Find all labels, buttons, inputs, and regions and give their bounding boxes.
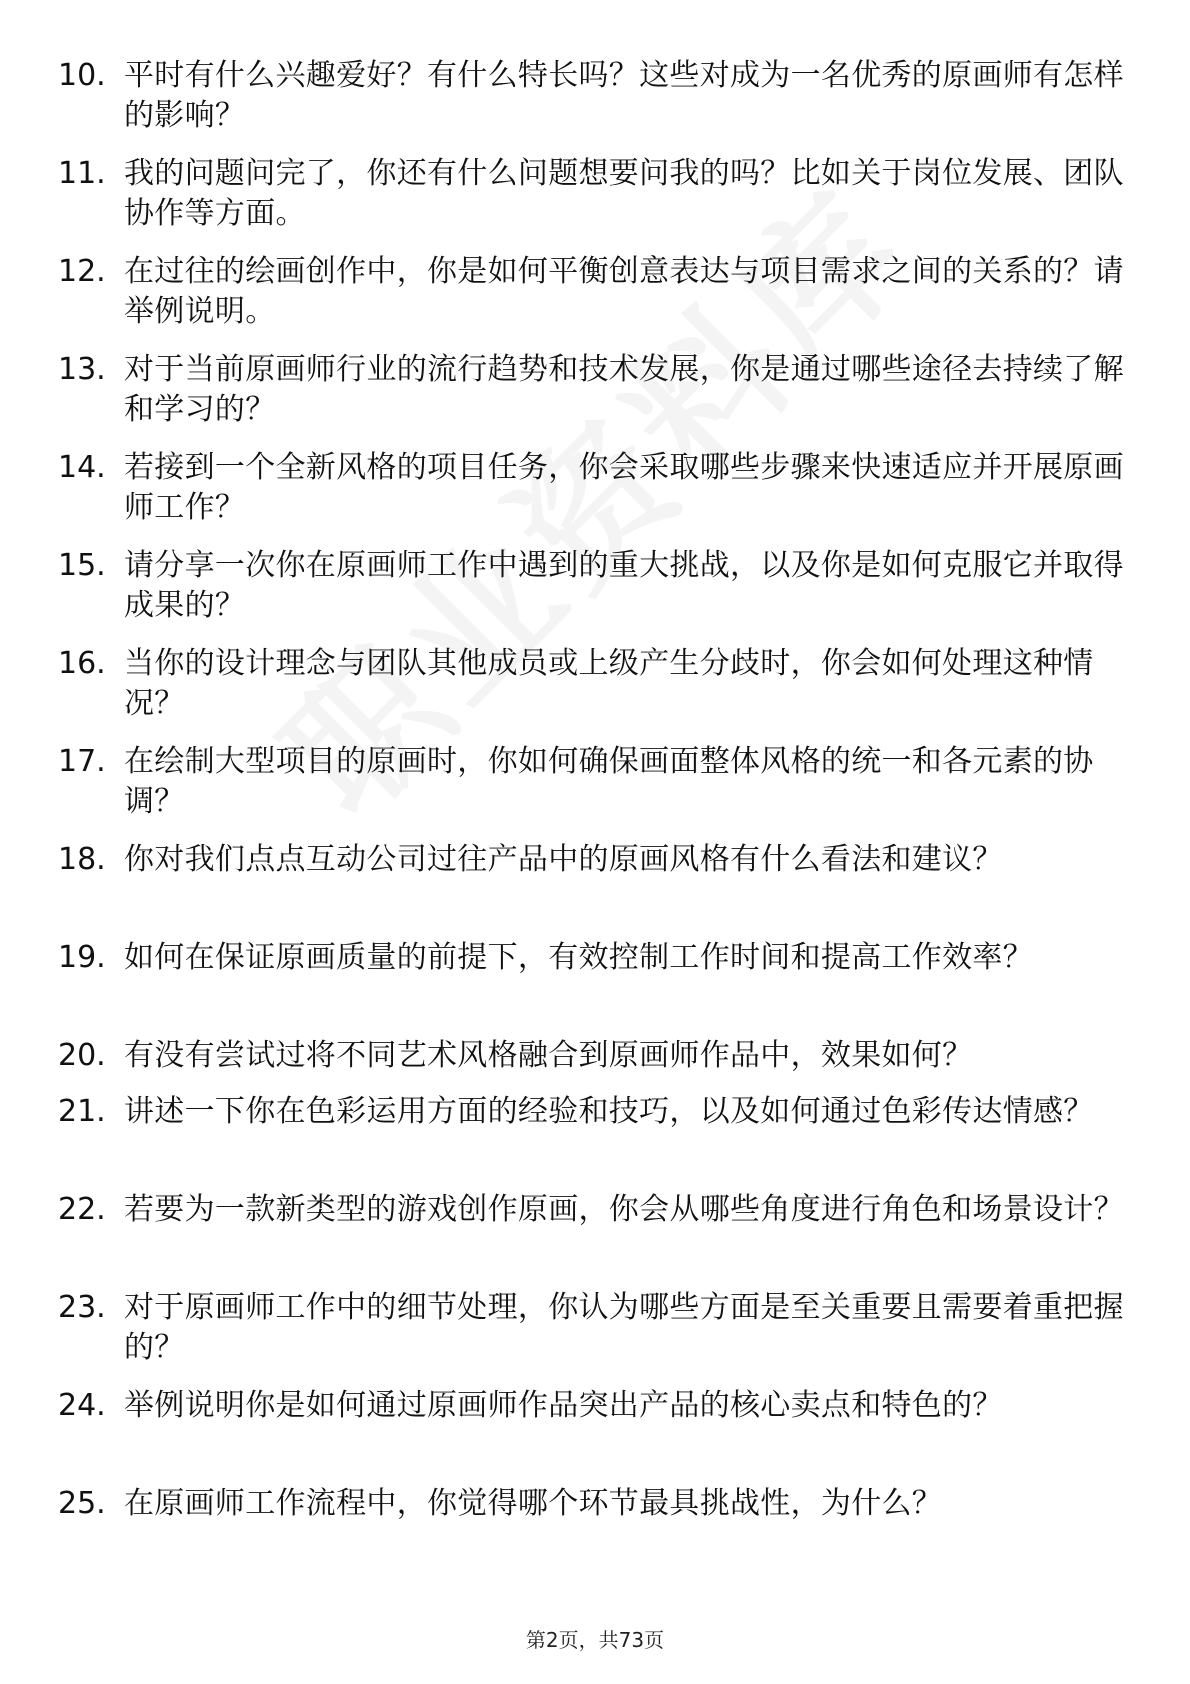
- question-item: [58, 56, 1124, 154]
- question-item: [58, 1190, 1124, 1288]
- question-number: 12.: [58, 254, 106, 289]
- question-number: 15.: [58, 548, 106, 583]
- question-number: 10.: [58, 58, 106, 93]
- question-number: 22.: [58, 1192, 106, 1227]
- question-item: [58, 546, 1124, 644]
- question-text: 若接到一个全新风格的项目任务，你会采取哪些步骤来快速适应并开展原画师工作？: [124, 450, 1124, 525]
- question-text: 在绘制大型项目的原画时，你如何确保画面整体风格的统一和各元素的协调？: [124, 744, 1094, 819]
- question-number: 11.: [58, 156, 106, 191]
- question-number: 14.: [58, 450, 106, 485]
- question-text: 在原画师工作流程中，你觉得哪个环节最具挑战性，为什么？: [124, 1486, 943, 1521]
- question-list: [58, 56, 1124, 1540]
- question-number: 25.: [58, 1486, 106, 1521]
- question-number: 19.: [58, 940, 106, 975]
- question-item: [58, 1386, 1118, 1484]
- question-item: [58, 350, 1124, 448]
- question-item: [58, 154, 1124, 252]
- question-text: 当你的设计理念与团队其他成员或上级产生分歧时，你会如何处理这种情况？: [124, 646, 1094, 721]
- question-number: 20.: [58, 1038, 106, 1073]
- question-item: [58, 1036, 1118, 1092]
- question-text: 在过往的绘画创作中，你是如何平衡创意表达与项目需求之间的关系的？请举例说明。: [124, 254, 1124, 329]
- question-item: [58, 1484, 1118, 1540]
- question-item: [58, 644, 1118, 742]
- question-text: 讲述一下你在色彩运用方面的经验和技巧，以及如何通过色彩传达情感？: [124, 1094, 1094, 1129]
- question-item: [58, 742, 1118, 840]
- question-item: [58, 1092, 1118, 1190]
- question-text: 如何在保证原画质量的前提下，有效控制工作时间和提高工作效率？: [124, 940, 1033, 975]
- question-text: 我的问题问完了，你还有什么问题想要问我的吗？比如关于岗位发展、团队协作等方面。: [124, 156, 1124, 231]
- question-item: [58, 1288, 1124, 1386]
- page-indicator: 第2页，共73页: [525, 1628, 665, 1652]
- question-number: 23.: [58, 1290, 106, 1325]
- question-number: 17.: [58, 744, 106, 779]
- question-item: [58, 252, 1124, 350]
- question-item: [58, 840, 1118, 938]
- question-number: 18.: [58, 842, 106, 877]
- question-number: 24.: [58, 1388, 106, 1423]
- question-number: 16.: [58, 646, 106, 681]
- question-item: [58, 448, 1124, 546]
- question-text: 若要为一款新类型的游戏创作原画，你会从哪些角度进行角色和场景设计？: [124, 1192, 1124, 1227]
- question-text: 你对我们点点互动公司过往产品中的原画风格有什么看法和建议？: [124, 842, 1003, 877]
- question-text: 对于当前原画师行业的流行趋势和技术发展，你是通过哪些途径去持续了解和学习的？: [124, 352, 1124, 427]
- question-number: 21.: [58, 1094, 106, 1129]
- question-number: 13.: [58, 352, 106, 387]
- question-text: 平时有什么兴趣爱好？有什么特长吗？这些对成为一名优秀的原画师有怎样的影响？: [124, 58, 1124, 133]
- question-text: 对于原画师工作中的细节处理，你认为哪些方面是至关重要且需要着重把握的？: [124, 1290, 1124, 1365]
- question-text: 有没有尝试过将不同艺术风格融合到原画师作品中，效果如何？: [124, 1038, 973, 1073]
- question-text: 举例说明你是如何通过原画师作品突出产品的核心卖点和特色的？: [124, 1388, 1003, 1423]
- question-text: 请分享一次你在原画师工作中遇到的重大挑战，以及你是如何克服它并取得成果的？: [124, 548, 1124, 623]
- question-item: [58, 938, 1118, 1036]
